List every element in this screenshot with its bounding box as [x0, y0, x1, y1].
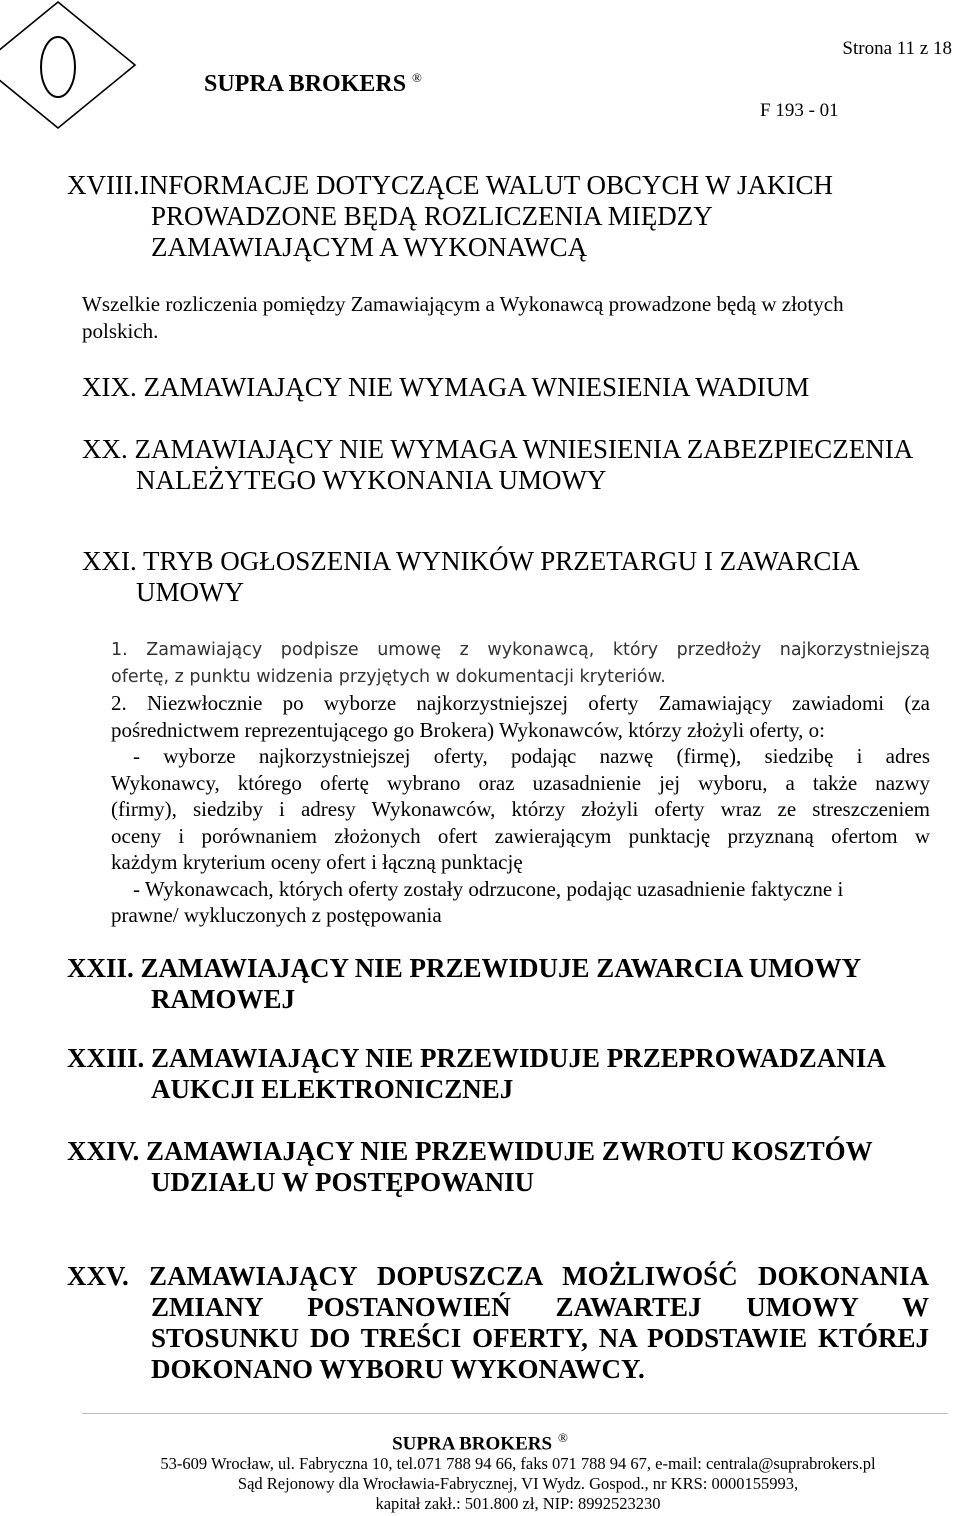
section-21-title-line: UMOWY — [136, 577, 244, 607]
section-21-item-2-line: - wyborze najkorzystniejszej oferty, podając nazwę (firmę), siedzibę i adres — [133, 744, 930, 768]
footer-brand — [0, 1430, 960, 1455]
footer-line: 53-609 Wrocław, ul. Fabryczna 10, tel.071 788 94 66, faks 071 788 94 67, e-mail: centrala@suprabrokers.pl — [160, 1454, 876, 1473]
header-brand-name: SUPRA BROKERS — [204, 71, 407, 97]
section-18-body-line: polskich. — [82, 318, 159, 343]
section-21-item-2-line: pośrednictwem reprezentującego go Brokera) Wykonawców, którzy złożyli oferty, o: — [111, 717, 826, 742]
section-21-item-1-line: 1. Zamawiający podpisze umowę z wykonawcą, który przedłoży najkorzystniejszą — [111, 640, 930, 660]
section-21-item-2-line: (firmy), siedziby i adresy Wykonawców, którzy złożyli oferty wraz ze streszczeniem — [111, 797, 930, 821]
section-21-item-2-line: oceny i porównaniem złożonych ofert zawierającym punktację przyznaną ofertom w — [111, 823, 930, 848]
section-24-title — [67, 1136, 873, 1198]
supra-brokers-logo — [0, 0, 150, 130]
section-21-item-2-line: Wykonawcy, którego ofertę wybrano oraz uzasadnienie jej wyboru, a także nazwy — [111, 770, 930, 795]
section-21-item-2-line: prawne/ wykluczonych z postępowania — [111, 903, 442, 927]
header-brand — [204, 70, 422, 98]
section-21-item-1-line: ofertę, z punktu widzenia przyjętych w dokumentacji kryteriów. — [111, 666, 666, 687]
section-23-title — [67, 1043, 886, 1105]
section-22-title — [67, 953, 861, 1015]
section-19-title: XIX. ZAMAWIAJĄCY NIE WYMAGA WNIESIENIA WADIUM — [82, 372, 810, 402]
registered-mark: ® — [412, 70, 422, 85]
footer-registered-mark: ® — [558, 1430, 568, 1445]
section-21-item-2-line: każdym kryterium oceny ofert i łączną punktację — [111, 850, 523, 874]
section-21-item-1 — [111, 637, 930, 690]
footer-divider — [82, 1413, 948, 1414]
section-18-title-line: ZAMAWIAJĄCYM A WYKONAWCĄ — [151, 232, 588, 262]
section-21-title-line: XXI. TRYB OGŁOSZENIA WYNIKÓW PRZETARGU I ZAWARCIA — [82, 546, 860, 576]
section-23-title-line: AUKCJI ELEKTRONICZNEJ — [151, 1074, 514, 1104]
section-21-item-2 — [111, 690, 930, 929]
section-22-title-line: XXII. ZAMAWIAJĄCY NIE PRZEWIDUJE ZAWARCIA UMOWY — [67, 953, 862, 983]
section-23-title-line: XXIII. ZAMAWIAJĄCY NIE PRZEWIDUJE PRZEPROWADZANIA — [67, 1043, 886, 1073]
footer-line: kapitał zakł.: 501.800 zł, NIP: 8992523230 — [375, 1494, 661, 1513]
section-18-body-line: Wszelkie rozliczenia pomiędzy Zamawiającym a Wykonawcą prowadzone będą w złotych — [82, 292, 844, 316]
section-21-item-2-line: - Wykonawcach, których oferty zostały odrzucone, podając uzasadnienie faktyczne i — [133, 876, 844, 901]
section-22-title-line: RAMOWEJ — [151, 984, 295, 1014]
form-code: F 193 - 01 — [760, 100, 839, 121]
footer-address — [0, 1454, 960, 1514]
section-21-item-2-line: 2. Niezwłocznie po wyborze najkorzystniejszej oferty Zamawiający zawiadomi (za — [111, 691, 930, 715]
section-25-title — [67, 1261, 929, 1385]
section-24-title-line: XXIV. ZAMAWIAJĄCY NIE PRZEWIDUJE ZWROTU KOSZTÓW — [67, 1136, 873, 1166]
section-18-title — [67, 170, 833, 263]
section-18-title-line: PROWADZONE BĘDĄ ROZLICZENIA MIĘDZY — [151, 201, 713, 231]
section-24-title-line: UDZIAŁU W POSTĘPOWANIU — [151, 1167, 535, 1197]
section-20-title-line: XX. ZAMAWIAJĄCY NIE WYMAGA WNIESIENIA ZABEZPIECZENIA — [82, 434, 914, 464]
section-20-title-line: NALEŻYTEGO WYKONANIA UMOWY — [136, 465, 607, 495]
section-18-title-line: XVIII.INFORMACJE DOTYCZĄCE WALUT OBCYCH W JAKICH — [67, 170, 834, 200]
section-25-title-line: STOSUNKU DO TREŚCI OFERTY, NA PODSTAWIE KTÓREJ — [151, 1323, 929, 1353]
footer-line: Sąd Rejonowy dla Wrocławia-Fabrycznej, VI Wydz. Gospod., nr KRS: 0000155993, — [237, 1474, 799, 1493]
footer-brand-name: SUPRA BROKERS — [392, 1433, 553, 1455]
section-25-title-line: XXV. ZAMAWIAJĄCY DOPUSZCZA MOŻLIWOŚĆ DOKONANIA — [67, 1261, 929, 1291]
section-18-body — [82, 291, 844, 344]
section-21-title — [82, 546, 860, 608]
page-number: Strona 11 z 18 — [842, 38, 952, 59]
section-25-title-line: DOKONANO WYBORU WYKONAWCY. — [151, 1354, 645, 1384]
section-20-title — [82, 434, 913, 496]
section-25-title-line: ZMIANY POSTANOWIEŃ ZAWARTEJ UMOWY W — [151, 1292, 929, 1322]
